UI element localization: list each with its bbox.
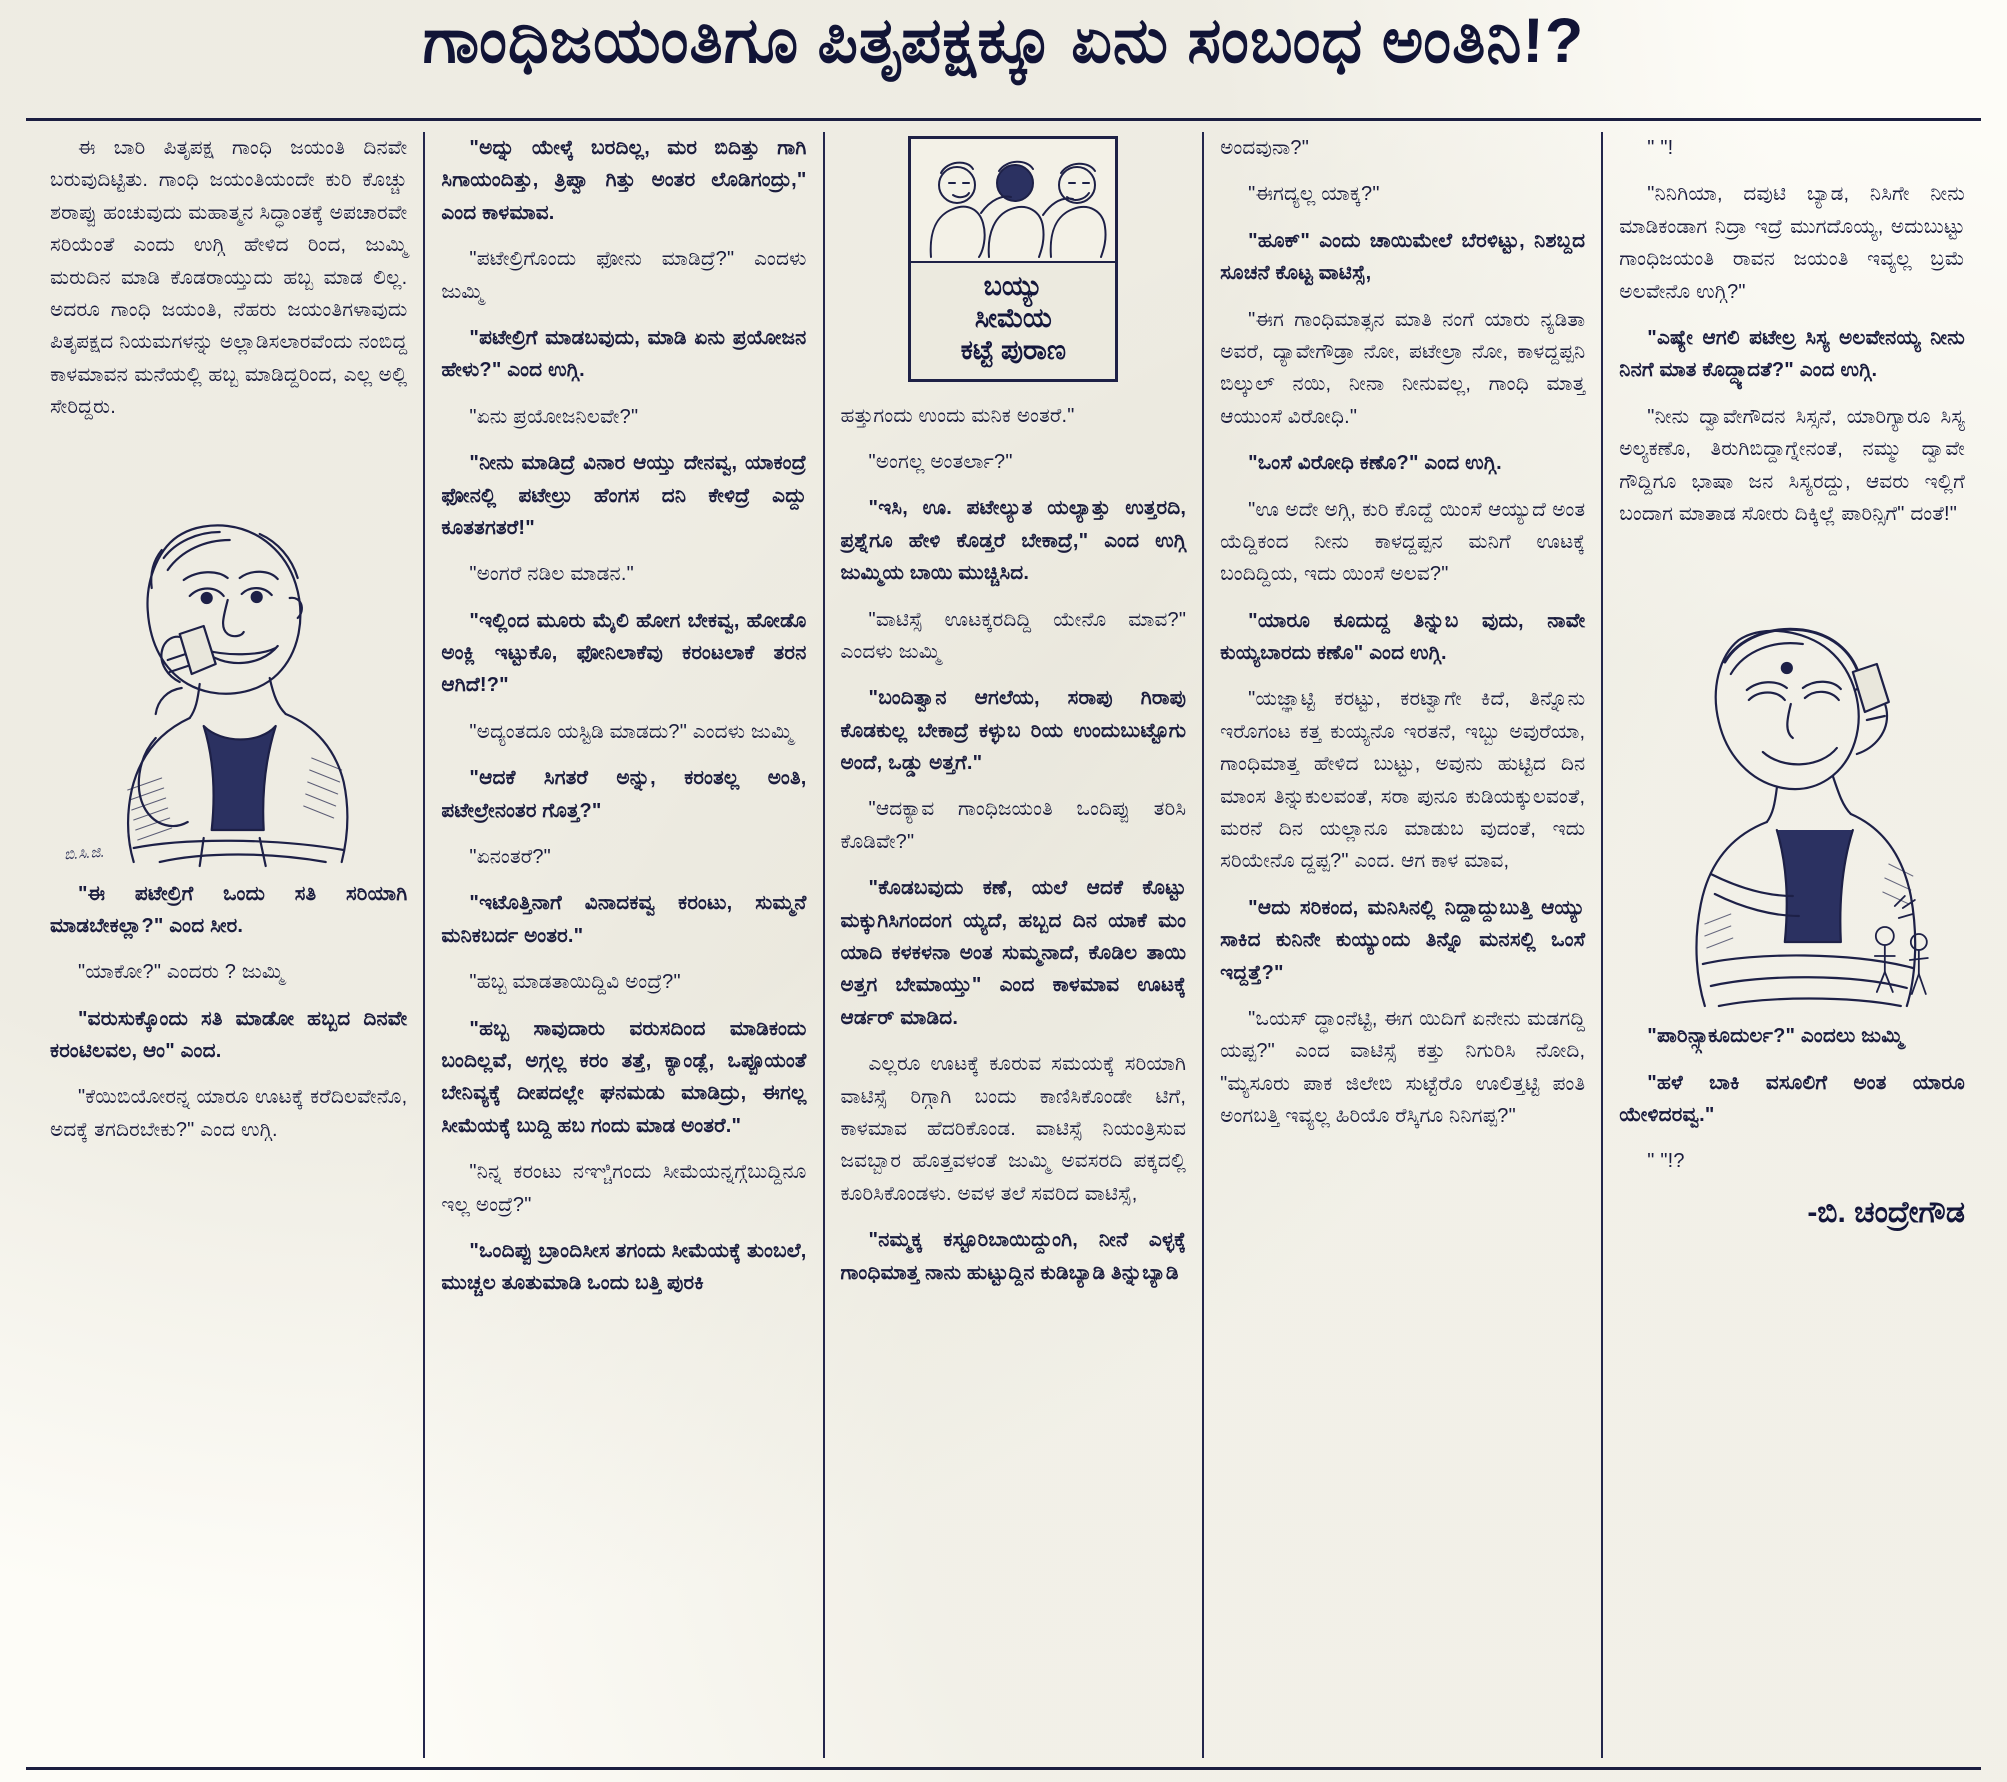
- paragraph: "ಪಟೇಲ್ರಿಗೊಂದು ಫೋನು ಮಾಡಿದ್ರೆ?" ಎಂದಳು ಜುಮ್ಮಿ: [441, 248, 807, 303]
- book-title: [911, 263, 1115, 379]
- paragraph: "ನೀನು ಮಾಡಿದ್ರೆ ವಿನಾರ ಆಯ್ತು ದೇನವ್ವ, ಯಾಕಂದ್ರೆ ಫೋನಲ್ಲಿ ಪಟೇಲ್ರು ಹೆಂಗಸ ದನಿ ಕೇಳಿದ್ರೆ ಎದ್ದು ಕೂತತಗತರೆ!": [441, 452, 807, 539]
- paragraph: "ಒಂದಿಪ್ಪು ಬ್ರಾಂದಿಸೀಸ ತಗಂದು ಸೀಮೆಯಕ್ಕೆ ತುಂಬಲೆ, ಮುಚ್ಚಲ ತೂತುಮಾಡಿ ಒಂದು ಬತ್ತಿ ಪುರಕಿ: [441, 1239, 807, 1295]
- author-signature: -ಬಿ. ಚಂದ್ರೇಗೌಡ: [1807, 1195, 1965, 1229]
- column-2: [423, 132, 822, 1758]
- paragraph: "ಎಷ್ಯೇ ಆಗಲಿ ಪಟೇಲ್ರ ಸಿಸ್ಯ ಅಲವೇನಯ್ಯ ನೀನು ನಿನಗೆ ಮಾತ ಕೊದ್ದ್ಯಾದತೆ?" ಎಂದ ಉಗ್ಗಿ.: [1619, 326, 1965, 382]
- paragraph: "ಒಂಸೆ ವಿರೋಧಿ ಕಣೊ?" ಎಂದ ಉಗ್ಗಿ.: [1248, 452, 1502, 475]
- paragraph: "ಆದಕೆ ಸಿಗತರೆ ಅನ್ನು, ಕರಂತಲ್ಲ ಅಂತಿ, ಪಟೇಲ್ರೇನಂತರ ಗೊತ್ತ?": [441, 767, 807, 822]
- paragraph: "ಯಜ್ಞಾಟ್ಟಿ ಕರಟ್ಟು, ಕರಟ್ವಾಗೇ ಕಿದೆ, ತಿನ್ನೊನು ಇರೊಗಂಟ ಕತ್ತ ಕುಯ್ಯನೊ ಇರತನೆ, ಇಬ್ಬು ಅವುರೆಯಾ, ಗಾಂಧಿಮಾತ್ತ ಹೇಳಿದ ಬುಟ್ಟು, ಅವುನು ಹುಟ್ಟಿದ ದಿನ ಮಾಂಸ ತಿನ್ನುಕುಲವಂತೆ, ಸರಾ ಪುನೂ ಕುಡಿಯಕ್ಕುಲವಂತೆ, ಮರನೆ ದಿನ ಯಲ್ಲಾನೂ ಮಾಡುಬ ವುದಂತೆ, ಇದು ಸರಿಯೇನೊ ದ್ದಪ್ಪ?" ಎಂದ. ಆಗ ಕಾಳ ಮಾವ,: [1220, 688, 1586, 873]
- paragraph: "ಹಬ್ಬ ಮಾಡತಾಯಿದ್ದಿವಿ ಅಂದ್ರೆ?": [469, 971, 681, 994]
- paragraph: "ಆದು ಸರಿಕಂದ, ಮನಿಸಿನಲ್ಲಿ ನಿದ್ದಾದ್ದುಬುತ್ತಿ ಆಯ್ಯು ಸಾಕಿದ ಕುನಿನೇ ಕುಯ್ಯುಂದು ತಿನ್ನೊ ಮನಸಲ್ಲಿ ಒಂಸೆ ಇದ್ದತ್ತೆ?": [1220, 896, 1586, 984]
- paragraph: "ಇಲ್ಲಿಂದ ಮೂರು ಮೈಲಿ ಹೋಗ ಬೇಕವ್ವ, ಹೋಡೊ ಅಂಕ್ಲಿ ಇಟ್ಟುಕೊ, ಫೋನಿಲಾಕೆವು ಕರಂಟಲಾಕೆ ತರನ ಆಗಿದೆ!?": [441, 609, 807, 697]
- paragraph: "ಆದಕ್ಯಾವ ಗಾಂಧಿಜಯಂತಿ ಒಂದಿಪ್ಪು ತರಿಸಿ ಕೊಡಿವೇ?": [840, 798, 1187, 853]
- column-1: [34, 132, 423, 1758]
- paragraph: "ಪಟೇಲ್ರಿಗೆ ಮಾಡಬವುದು, ಮಾಡಿ ಏನು ಪ್ರಯೋಜನ ಹೇಳು?" ಎಂದ ಉಗ್ಗಿ.: [441, 326, 807, 382]
- paragraph: "ವಾಟಿಸ್ಸೆ ಊಟಕ್ಕರದಿದ್ದಿ ಯೇನೊ ಮಾವ?" ಎಂದಳು ಜುಮ್ಮಿ: [840, 608, 1187, 663]
- paragraph: "ಬಂದಿತ್ವಾನ ಆಗಲೆಯ, ಸರಾಪು ಗಿರಾಪು ಕೊಡಕುಲ್ಲ ಬೇಕಾದ್ರೆ ಕಳ್ಳುಬ ರಿಯ ಉಂದುಬುಟ್ಟೊಗು ಅಂದೆ, ಒಡ್ಡು ಅತ್ತಗೆ.": [840, 687, 1187, 775]
- paragraph: "ಇಟೊತ್ತಿನಾಗೆ ವಿನಾದಕವ್ವ ಕರಂಟು, ಸುಮ್ಮನೆ ಮನಿಕಬರ್ದ ಅಂತರ.": [441, 892, 807, 947]
- paragraph: ಹತ್ತುಗಂದು ಉಂದು ಮನಿಕ ಅಂತರೆ.": [840, 404, 1075, 427]
- headline-area: [30, 8, 1977, 116]
- paragraph: "ನಿನಿಗಿಯಾ, ದವುಟಿ ಬ್ಯಾಡ, ನಿಸಿಗೇ ನೀನು ಮಾಡಿಕಂಡಾಗ ನಿದ್ರಾ ಇದ್ರೆ ಮುಗದೊಯ್ಯ, ಅದುಬುಟ್ಟು ಗಾಂಧಿಜಯಂತಿ ರಾವನ ಜಯಂತಿ ಇವ್ಯಲ್ಲ ಬ್ರಮೆ ಅಲವೇನೊ ಉಗ್ಗಿ?": [1619, 183, 1965, 303]
- paragraph: "ಈ ಪಟೇಲ್ರಿಗೆ ಒಂದು ಸತಿ ಸರಿಯಾಗಿ ಮಾಡಬೇಕಲ್ಲಾ?" ಎಂದ ಸೀರ.: [50, 882, 408, 937]
- footer-divider: [26, 1767, 1981, 1770]
- paragraph: "ಯಾಕೋ?" ಎಂದರು ? ಜುಮ್ಮಿ: [78, 961, 284, 984]
- article-columns: [34, 132, 1981, 1758]
- artist-signature: ಬಿ.ಸಿ.ಜಿ.: [63, 843, 106, 863]
- paragraph: "ಊ ಅದೇ ಅಗ್ಗಿ, ಕುರಿ ಕೊದ್ದೆ ಯಿಂಸೆ ಆಯ್ಯುದೆ ಅಂತ ಯೆದ್ದಿಕಂದ ನೀನು ಕಾಳದ್ದಪ್ಪನ ಮನಿಗೆ ಊಟಕ್ಕೆ ಬಂದಿದ್ದಿಯ, ಇದು ಯಿಂಸೆ ಅಲವ?": [1220, 498, 1586, 586]
- paragraph: "ಏನು ಪ್ರಯೋಜನಿಲವೇ?": [469, 405, 639, 428]
- paragraph: "ಹಳೆ ಬಾಕಿ ವಸೂಲಿಗೆ ಅಂತ ಯಾರೂ ಯೇಳಿದರವ್ವ.": [1619, 1071, 1965, 1127]
- paragraph: "ಈಗ ಗಾಂಧಿಮಾತ್ಸನ ಮಾತಿ ನಂಗೆ ಯಾರು ನ್ಯಡಿತಾ ಅವರೆ, ದ್ಯಾವೇಗೌಡ್ರಾ ನೋ, ಪಟೇಲ್ರಾ ನೋ, ಕಾಳದ್ದಪ್ಪನಿ ಬಿಲ್ಕುಲ್ ನಯಿ, ನೀನಾ ನೀನುವಲ್ಲ, ಗಾಂಧಿ ಮಾತ್ತ ಆಯುಂಸೆ ವಿರೋಧಿ.": [1220, 308, 1586, 428]
- paragraph: "ಕೆಯಿಬಿಯೋರನ್ನ ಯಾರೂ ಊಟಕ್ಕೆ ಕರೆದಿಲವೇನೊ, ಅದಕ್ಕೆ ತಗದಿರಬೇಕು?" ಎಂದ ಉಗ್ಗಿ.: [50, 1086, 408, 1141]
- paragraph: "ನೀನು ದ್ವಾವೇಗೌದನ ಸಿಸ್ಸನೆ, ಯಾರಿಗ್ಯಾರೂ ಸಿಸ್ಯ ಅಲ್ಯಕಣೊ, ತಿರುಗಿಬಿದ್ದಾಗ್ನೇನಂತೆ, ನಮ್ಮು ದ್ವಾವೇ ಗೌದ್ದಿಗೂ ಭಾಷಾ ಜನ ಸಿಸ್ಯರದ್ದು, ಆವರು ಇಲ್ಲಿಗೆ ಬಂದಾಗ ಮಾತಾಡ ಸೋರು ದಿಕ್ಕಿಲ್ಲೆ ಪಾರಿನ್ಸಿಗೆ" ದಂತೆ!": [1619, 405, 1965, 525]
- column-5: [1601, 132, 1981, 1758]
- paragraph: ಅಂದವುನಾ?": [1220, 137, 1310, 159]
- paragraph: "ನಿನ್ನ ಕರಂಟು ನಞ್ಚಿಗಂದು ಸೀಮೆಯನ್ನಗ್ಗೆಬುದ್ದಿನೂ ಇಲ್ಲ ಅಂದ್ರೆ?": [441, 1161, 807, 1216]
- paragraph: "ಒಯಸ್ ದ್ಧಾಂನೆಟ್ಟಿ, ಈಗ ಯಿದಿಗೆ ಏನೇನು ಮಡಗದ್ದಿ ಯಪ್ಪ?" ಎಂದ ವಾಟಿಸ್ಸೆ ಕತ್ತು ನಿಗುರಿಸಿ ನೋದಿ, "ಮ್ಯಸೂರು ಪಾಕ ಜಿಲೇಬಿ ಸುಟ್ಟೆರೊ ಊಲಿತ್ತಟ್ಟಿ ಪಂತಿ ಅಂಗಬತ್ತಿ ಇವ್ಯಲ್ಲ ಹಿರಿಯೊ ರೆಸ್ಕಿಗೂ ನಿನಿಗಪ್ಪ?": [1220, 1007, 1586, 1128]
- paragraph: "ಅಂಗರೆ ನಡಿಲ ಮಾಡನ.": [469, 563, 634, 586]
- paragraph: ಎಲ್ಲರೂ ಊಟಕ್ಕೆ ಕೂರುವ ಸಮಯಕ್ಕೆ ಸರಿಯಾಗಿ ವಾಟಿಸ್ಸೆ ರಿಗ್ಗಾಗಿ ಬಂದು ಕಾಣಿಸಿಕೊಂಡೇ ಟಿಗೆ, ಕಾಳಮಾವ ಹೆದರಿಕೊಂಡ. ವಾಟಿಸ್ಸೆ ನಿಯಂತ್ರಿಸುವ ಜವಬ್ಬಾರ ಹೊತ್ತವಳಂತೆ ಜುಮ್ಮಿ ಅವಸರದಿ ಪಕ್ಕದಲ್ಲಿ ಕೂರಿಸಿಕೊಂಡಳು. ಅವಳ ತಲೆ ಸವರಿದ ವಾಟಿಸ್ಸೆ,: [840, 1053, 1187, 1205]
- book-title-line-2: ಸೀಮೆಯ: [974, 302, 1052, 333]
- page-title: ಗಾಂಧಿಜಯಂತಿಗೂ ಪಿತೃಪಕ್ಷಕ್ಕೂ ಏನು ಸಂಬಂಧ ಅಂತಿನಿ!?: [422, 6, 1585, 76]
- paragraph: "ಈಗದ್ಯಲ್ಲ ಯಾಕ್ಕ?": [1248, 183, 1380, 206]
- paragraph: ಈ ಬಾರಿ ಪಿತೃಪಕ್ಷ ಗಾಂಧಿ ಜಯಂತಿ ದಿನವೇ ಬರುವುದಿಟ್ಟಿತು. ಗಾಂಧಿ ಜಯಂತಿಯಂದೇ ಕುರಿ ಕೊಚ್ಚು ಶರಾಪ್ಪು ಹಂಚುವುದು ಮಹಾತ್ಮನ ಸಿದ್ಧಾಂತಕ್ಕೆ ಅಪಚಾರವೇ ಸರಿಯೆಂತೆ ಎಂದು ಉಗ್ಗಿ ಹೇಳಿದ ರಿಂದ, ಜುಮ್ಮಿ ಮರುದಿನ ಮಾಡಿ ಕೊಡರಾಯ್ತುದು ಹಬ್ಬ ಮಾಡ ಲಿಲ್ಲ. ಅದರೂ ಗಾಂಧಿ ಜಯಂತಿ, ನೆಹರು ಜಯಂತಿಗಳಾವುದು ಪಿತೃಪಕ್ಷದ ನಿಯಮಗಳನ್ನು ಅಲ್ಲಾಡಿಸಲಾರವೆಂದು ನಂಬಿದ್ದ ಕಾಳಮಾವನ ಮನೆಯಲ್ಲಿ ಹಬ್ಬ ಮಾಡಿದ್ದರಿಂದ, ಎಲ್ಲ ಅಲ್ಲಿ ಸೇರಿದ್ದರು.: [50, 137, 408, 419]
- woman-on-phone-caricature: [1619, 544, 1965, 1014]
- paragraph: "ಯಾರೂ ಕೂದುದ್ದ ತಿನ್ನುಬ ವುದು, ನಾವೇ ಕುಯ್ಯಬಾರದು ಕಣೊ" ಎಂದ ಉಗ್ಗಿ.: [1220, 609, 1586, 665]
- column-4: [1202, 132, 1601, 1758]
- paragraph: "ಅದ್ನು ಯೇಳ್ಕೆ ಬರದಿಲ್ಲ, ಮರ ಬಿದಿತ್ತು ಗಾಗಿ ಸಿಗಾಯಂದಿತ್ತು, ತ್ರಿಪ್ವಾ ಗಿತ್ತು ಅಂತರ ಲೊಡಿಗಂದ್ರು," ಎಂದ ಕಾಳಮಾವ.: [441, 137, 807, 224]
- paragraph: " "!: [1647, 137, 1674, 159]
- book-cover: [908, 136, 1118, 382]
- header-divider: [26, 118, 1981, 121]
- paragraph: "ಪಾರಿನ್ಸ್ಗಾಕೂದುರ್ಲ?" ಎಂದಲು ಜುಮ್ಮಿ: [1647, 1025, 1904, 1048]
- book-title-line-1: ಬಯ್ಯು: [983, 271, 1044, 301]
- paragraph: "ಹಬ್ಬ ಸಾವುದಾರು ವರುಸದಿಂದ ಮಾಡಿಕಂದು ಬಂದಿಲ್ಲವೆ, ಅಗ್ಗಲ್ಲ ಕರಂ ತತ್ತೆ, ಕ್ಯಾಂಡ್ಲೆ, ಒಪ್ಪೂಯಂತೆ ಬೇನಿವ್ಯಕ್ಕೆ ದೀಪದಲ್ಲೇ ಘನಮಡು ಮಾಡಿದ್ರು, ಈಗಲ್ಲ ಸೀಮೆಯಕ್ಕೆ ಬುದ್ದಿ ಹಬ ಗಂದು ಮಾಡ ಅಂತರೆ.": [441, 1017, 807, 1137]
- column-3: [823, 132, 1203, 1758]
- paragraph: "ಅದ್ಯಂತದೂ ಯಸ್ಟಿಡಿ ಮಾಡದು?" ಎಂದಳು ಜುಮ್ಮಿ: [469, 720, 793, 743]
- paragraph: "ವರುಸುಕ್ಕೊಂದು ಸತಿ ಮಾಡೋ ಹಬ್ಬದ ದಿನವೇ ಕರಂಟಿಲವಲ, ಆಂ" ಎಂದ.: [50, 1007, 408, 1063]
- paragraph: "ಕೊಡಬವುದು ಕಣೆ, ಯಲೆ ಆದಕೆ ಕೊಟ್ಟು ಮಕ್ಕುಗಿಸಿಗಂದಂಗ ಯ್ಯದೆ, ಹಬ್ಬದ ದಿನ ಯಾಕೆ ಮಂ ಯಾದಿ ಕಳಕಳನಾ ಅಂತ ಸುಮ್ಮನಾದೆ, ಕೊಡಿಲ ತಾಯಿ ಅತ್ತಗ ಬೇಮಾಯ್ತು" ಎಂದ ಕಾಳಮಾವ ಊಟಕ್ಕೆ ಆರ್ಡರ್ ಮಾಡಿದ.: [840, 877, 1187, 1029]
- three-villagers-illustration: [911, 139, 1115, 263]
- man-on-phone-caricature: [50, 438, 407, 868]
- paragraph: "ಅಂಗಲ್ಲ ಅಂತರ್ಲಾ?": [868, 450, 1013, 473]
- paragraph: "ಏನಂತರೆ?": [469, 846, 551, 869]
- paragraph: "ನಮ್ಮಕ್ಕ ಕಸ್ಟೂರಿಬಾಯಿದ್ದುಂಗಿ, ನೀನೆ ಎಳ್ಳಕ್ಕೆ ಗಾಂಧಿಮಾತ್ತ ನಾನು ಹುಟ್ಟುದ್ದಿನ ಕುಡಿಬ್ಯಾಡಿ ತಿನ್ನುಬ್ಯಾಡಿ: [840, 1229, 1187, 1284]
- paragraph: " "!?: [1647, 1150, 1685, 1173]
- paragraph: "ಇಸಿ, ಊ. ಪಟೇಲ್ಯುತ ಯಲ್ಯಾತ್ತು ಉತ್ತರದಿ, ಪ್ರಶ್ನೆಗೂ ಹೇಳಿ ಕೊಡ್ತರೆ ಬೇಕಾದ್ರೆ," ಎಂದ ಉಗ್ಗಿ ಜುಮ್ಮಿಯ ಬಾಯಿ ಮುಚ್ಚಿಸಿದ.: [840, 497, 1187, 585]
- book-title-line-3: ಕಟ್ಟೆ ಪುರಾಣ: [960, 334, 1066, 365]
- paragraph: "ಹೂಕ್" ಎಂದು ಚಾಯಿಮೇಲೆ ಬೆರಳಿಟ್ಟು, ನಿಶಬ್ದದ ಸೂಚನೆ ಕೊಟ್ಟ ವಾಟಿಸ್ಸೆ,: [1220, 229, 1586, 285]
